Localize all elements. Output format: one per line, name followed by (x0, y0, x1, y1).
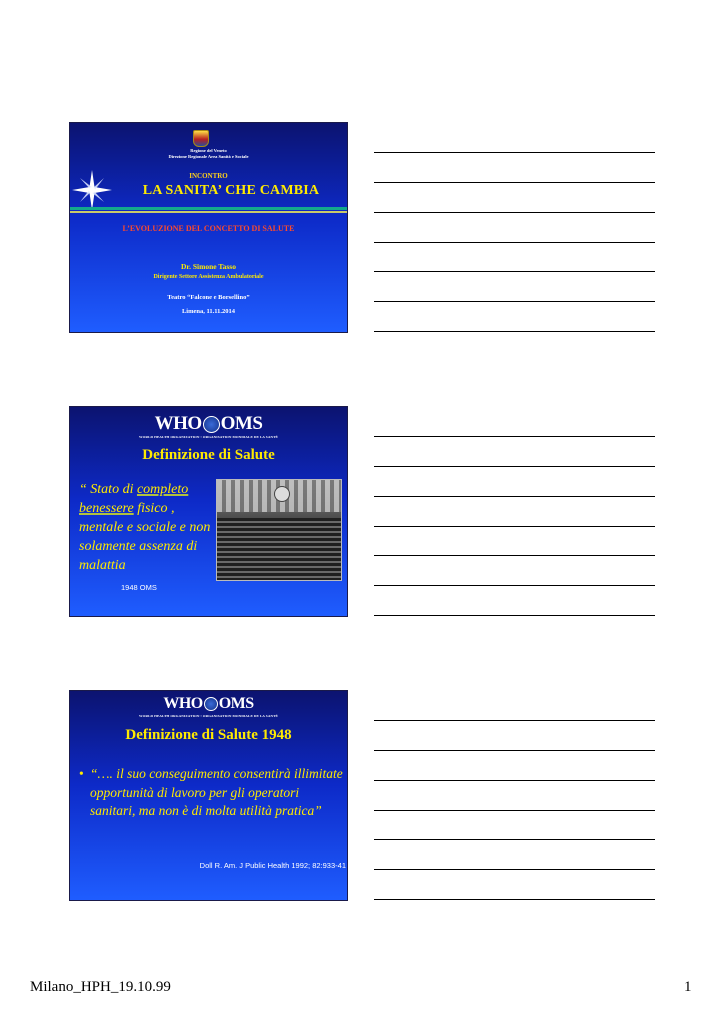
assembly-hall-photo (216, 479, 342, 581)
note-line (374, 839, 655, 840)
presentation-title: LA SANITA’ CHE CAMBIA (142, 183, 320, 198)
slide-3 (69, 690, 348, 901)
regione-veneto-crest-icon (193, 130, 209, 147)
citation: Doll R. Am. J Public Health 1992; 82:933-41 (199, 861, 346, 870)
quote-open: “ Stato di (79, 482, 137, 497)
quote-underlined-2: benessere (79, 501, 134, 516)
who-oms-logo (70, 695, 347, 713)
un-globe-icon (204, 697, 218, 711)
logo-caption: WORLD HEALTH ORGANIZATION • ORGANISATION MONDIALE DE LA SANTÉ (139, 714, 278, 718)
department-name: Direzione Regionale Area Sanità e Sociale (168, 154, 249, 159)
footer-page-number: 1 (684, 979, 692, 995)
note-line (374, 555, 655, 556)
un-globe-icon (203, 416, 220, 433)
note-line (374, 899, 655, 900)
venue: Teatro “Falcone e Borsellino” (167, 294, 250, 301)
definition-quote (79, 480, 214, 575)
note-line (374, 615, 655, 616)
who-oms-logo (70, 413, 347, 435)
note-line (374, 585, 655, 586)
note-line (374, 271, 655, 272)
logo-who-text: WHO (154, 413, 202, 434)
citation: 1948 OMS (121, 583, 157, 592)
slide-1 (69, 122, 348, 333)
note-line (374, 152, 655, 153)
quote-rest: fisico , mentale e sociale e non solamente assenza di malattia (79, 501, 211, 573)
quote-underlined-1: completo (136, 482, 189, 497)
note-line (374, 331, 655, 332)
divider-band-thin (70, 211, 347, 213)
logo-oms-text: OMS (218, 695, 254, 712)
note-line (374, 466, 655, 467)
slide-2 (69, 406, 348, 617)
slide-title: Definizione di Salute 1948 (125, 727, 292, 743)
bullet-item (79, 765, 344, 821)
note-line (374, 526, 655, 527)
note-line (374, 869, 655, 870)
un-emblem-icon (274, 486, 290, 502)
note-line (374, 496, 655, 497)
footer-document-name: Milano_HPH_19.10.99 (30, 979, 171, 995)
note-line (374, 810, 655, 811)
note-line (374, 212, 655, 213)
note-line (374, 436, 655, 437)
note-line (374, 720, 655, 721)
sparkle-star-icon (72, 170, 112, 210)
photo-seating-rows (217, 518, 341, 581)
note-line (374, 301, 655, 302)
divider-band (70, 207, 347, 210)
author-name: Dr. Simone Tasso (181, 262, 236, 271)
bullet-dot-icon: • (79, 766, 84, 781)
note-line (374, 242, 655, 243)
bullet-text: “…. il suo conseguimento consentirà illimitate opportunità di lavoro per gli operatori sanitari, ma non è di molta utilità pratica” (90, 766, 343, 818)
event-type: INCONTRO (189, 172, 228, 180)
note-line (374, 182, 655, 183)
logo-who-text: WHO (163, 695, 203, 712)
author-role: Dirigente Settore Assistenza Ambulatoriale (153, 274, 264, 280)
note-line (374, 750, 655, 751)
note-line (374, 780, 655, 781)
slide-title: Definizione di Salute (142, 447, 275, 463)
logo-oms-text: OMS (220, 413, 263, 434)
logo-caption: WORLD HEALTH ORGANIZATION • ORGANISATION MONDIALE DE LA SANTÉ (139, 435, 278, 439)
place-date: Limena, 11.11.2014 (181, 308, 236, 315)
institution-name: Regione del Veneto (190, 148, 227, 153)
presentation-subtitle: L’EVOLUZIONE DEL CONCETTO DI SALUTE (122, 224, 295, 233)
